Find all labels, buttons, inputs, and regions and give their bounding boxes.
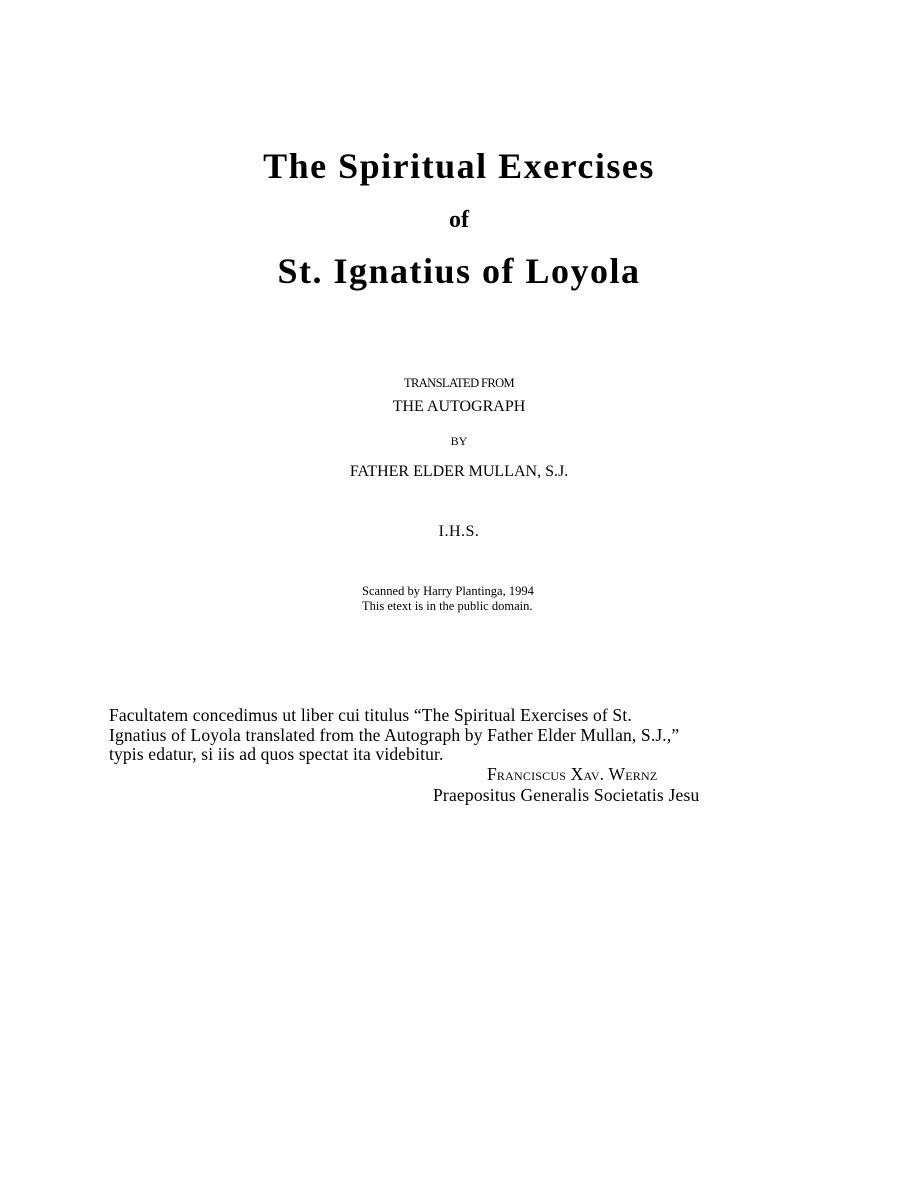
signatory-title: Praepositus Generalis Societatis Jesu bbox=[433, 785, 700, 805]
imprimatur-text bbox=[109, 706, 829, 765]
imprimatur-line: Ignatius of Loyola translated from the Autograph by Father Elder Mullan, S.J.,” bbox=[109, 724, 680, 745]
public-domain-notice: This etext is in the public domain. bbox=[362, 599, 533, 613]
translated-from-label: TRANSLATED FROM bbox=[403, 376, 515, 390]
book-title: The Spiritual Exercises bbox=[263, 146, 655, 186]
scan-credit: Scanned by Harry Plantinga, 1994 bbox=[362, 584, 534, 598]
imprimatur-line: typis edatur, si iis ad quos spectat ita videbitur. bbox=[109, 744, 444, 764]
ihs-monogram: I.H.S. bbox=[438, 523, 480, 540]
translation-source: THE AUTOGRAPH bbox=[392, 398, 526, 415]
signatory-name: Franciscus Xav. Wernz bbox=[487, 764, 658, 784]
imprimatur-line: Facultatem concedimus ut liber cui titulus “The Spiritual Exercises of St. bbox=[109, 705, 632, 725]
translator-name: FATHER ELDER MULLAN, S.J. bbox=[349, 463, 569, 480]
by-label: BY bbox=[450, 434, 468, 448]
book-author: St. Ignatius of Loyola bbox=[277, 251, 641, 291]
scan-note bbox=[362, 584, 534, 614]
title-connector: of bbox=[449, 207, 469, 233]
